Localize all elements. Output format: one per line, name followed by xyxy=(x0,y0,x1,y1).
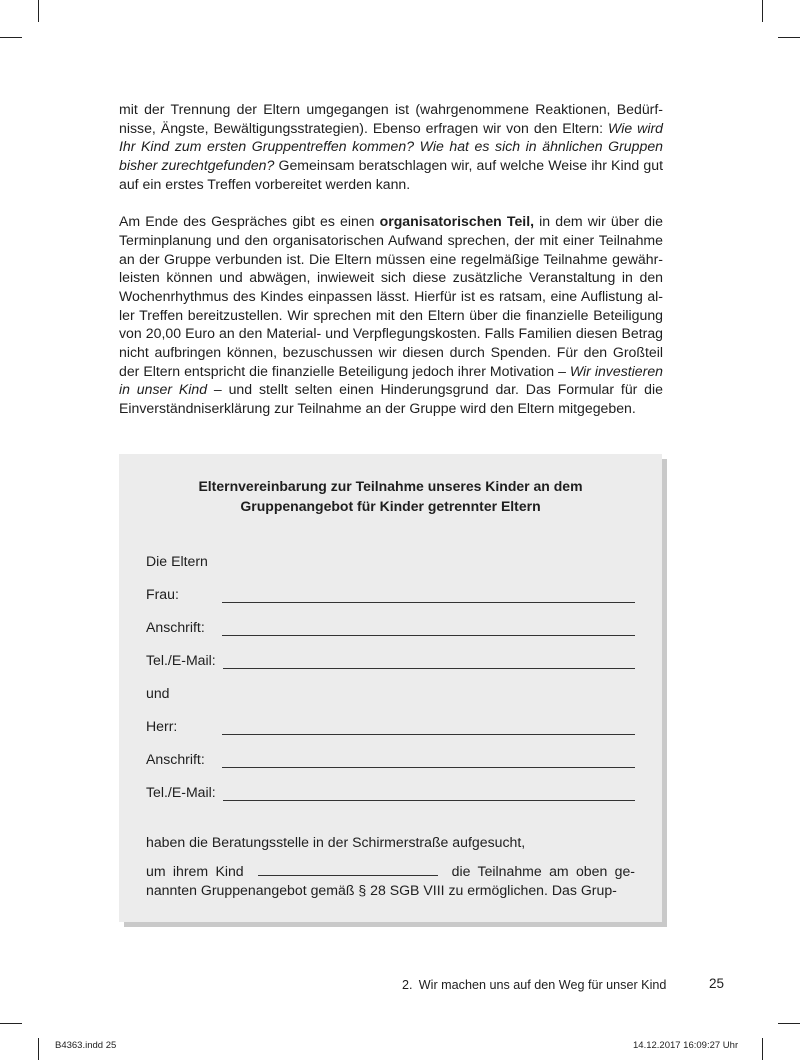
visited-statement: haben die Beratungsstelle in der Schirmerstraße aufgesucht, xyxy=(146,834,526,850)
label-tel-email: Tel./E-Mail: xyxy=(146,652,216,668)
agreement-form xyxy=(119,454,662,922)
label-und: und xyxy=(146,685,170,701)
crop-mark xyxy=(762,0,763,22)
label-anschrift: Anschrift: xyxy=(146,751,205,767)
crop-mark xyxy=(38,0,39,22)
label-tel-email: Tel./E-Mail: xyxy=(146,784,216,800)
crop-mark xyxy=(38,1038,39,1060)
frau-field-line[interactable] xyxy=(222,602,635,603)
paragraph-2 xyxy=(119,212,663,418)
running-footer: 2. Wir machen uns auf den Weg für unser Kind xyxy=(402,978,667,992)
form-title-line: Elternvereinbarung zur Teilnahme unseres Kinder an dem xyxy=(198,478,583,494)
page-number: 25 xyxy=(709,976,725,991)
bold-term: organisatorischen Teil, xyxy=(379,213,535,230)
text-run: Am Ende des Gespräches gibt es einen xyxy=(119,213,380,230)
tel-email-field-line[interactable] xyxy=(223,668,635,669)
label-herr: Herr: xyxy=(146,718,178,734)
crop-mark xyxy=(762,1038,763,1060)
text-run: – und stellt selten einen Hinderungsgrund dar. Das Formular für die Einverständniserklärung zur Teilnahme an der Gruppe wird den Eltern mitgegeben. xyxy=(119,381,663,417)
text-run: Gemeinsam beratschlagen wir, auf welche Weise ihr Kind gut auf ein erstes Treffen vorbereitet werden kann. xyxy=(119,157,663,192)
body-text xyxy=(119,100,663,436)
anschrift-field-line[interactable] xyxy=(222,635,635,636)
text-run: um ihrem Kind xyxy=(146,863,244,879)
anschrift-field-line[interactable] xyxy=(222,767,635,768)
label-die-eltern: Die Eltern xyxy=(146,553,208,569)
form-title xyxy=(119,476,662,516)
print-slug-file: B4363.indd 25 xyxy=(55,1040,117,1051)
text-run: mit der Trennung der Eltern umgegangen ist (wahrgenommene Reaktionen, Bedürfnisse, Ängste, Bewältigungsstrategien). Ebenso erfragen wir von den Eltern: xyxy=(119,101,663,136)
label-frau: Frau: xyxy=(146,586,179,602)
herr-field-line[interactable] xyxy=(222,734,635,735)
tel-email-field-line[interactable] xyxy=(223,800,635,801)
label-anschrift: Anschrift: xyxy=(146,619,205,635)
text-run: die Teilnahme am oben genannten Gruppenangebot gemäß § 28 SGB VIII zu ermöglichen. Das Grup- xyxy=(146,863,635,898)
form-title-line: Gruppenangebot für Kinder getrennter Eltern xyxy=(240,498,541,514)
paragraph-1 xyxy=(119,100,663,194)
italic-quote: Wir investieren in unser Kind xyxy=(119,362,663,398)
crop-mark xyxy=(778,37,800,38)
italic-question: Wie wird Ihr Kind zum ersten Gruppentreffen kommen? Wie hat es sich in ähnlichen Gruppen bisher zurechtgefunden? xyxy=(119,119,663,174)
print-slug-datetime: 14.12.2017 16:09:27 Uhr xyxy=(633,1040,739,1051)
crop-mark xyxy=(0,1023,22,1024)
text-run: in dem wir über die Terminplanung und den organisatorischen Aufwand sprechen, der mit einer Teilnahme an der Gruppe verbunden ist. Die Eltern müssen eine regelmäßige Teilnahme gewährleisten können und abwägen, inwieweit sich diese zusätzliche Veranstaltung in den Wochenrhythmus des Kindes einpassen lässt. Hierfür ist es ratsam, eine Auflistung aller Treffen bereitzustellen. Wir sprechen mit den Eltern über die finanzielle Beteiligung von 20,00 Euro an den Material- und Verpflegungskosten. Falls Familien diesen Betrag nicht aufbringen können, bezuschussen wir diesen durch Spenden. Für den Großteil der Eltern entspricht die finanzielle Beteiligung jedoch ihrer Motivation – xyxy=(119,213,663,379)
consent-statement xyxy=(146,862,635,899)
crop-mark xyxy=(0,37,22,38)
crop-mark xyxy=(778,1023,800,1024)
child-name-field-line[interactable] xyxy=(258,863,438,876)
